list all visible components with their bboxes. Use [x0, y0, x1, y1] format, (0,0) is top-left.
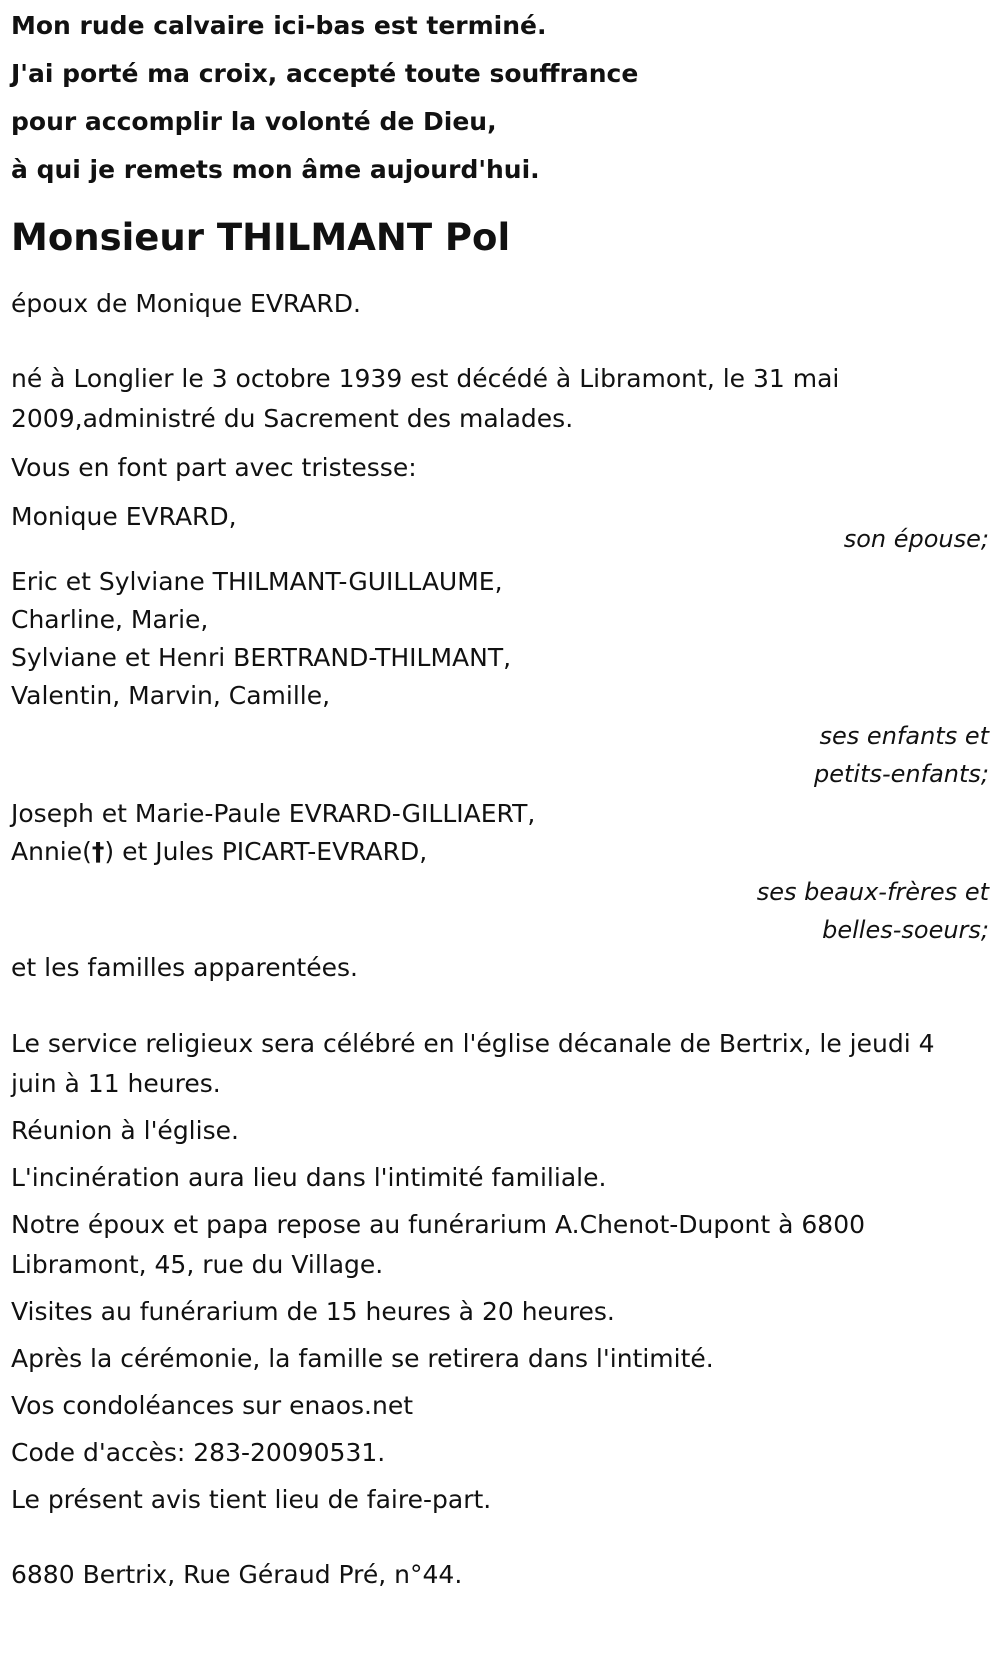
- spouse-line: époux de Monique EVRARD.: [11, 289, 361, 318]
- family-member-name: Charline, Marie,: [11, 605, 209, 634]
- paragraph-line: Notre époux et papa repose au funérarium A.Chenot-Dupont à 6800: [11, 1210, 866, 1239]
- condolences-line: Vos condoléances sur enaos.net: [11, 1391, 414, 1420]
- paragraph-line: Le service religieux sera célébré en l'église décanale de Bertrix, le jeudi 4: [11, 1029, 935, 1058]
- detail-line: L'incinération aura lieu dans l'intimité familiale.: [11, 1163, 607, 1192]
- funerarium-paragraph: [11, 1205, 989, 1285]
- poem-line: pour accomplir la volonté de Dieu,: [11, 107, 497, 136]
- paragraph-line: juin à 11 heures.: [11, 1069, 221, 1098]
- family-member-name: Valentin, Marvin, Camille,: [11, 681, 331, 710]
- family-children-block: [11, 562, 989, 794]
- annie-name-end: ) et Jules PICART-EVRARD,: [104, 837, 428, 866]
- detail-line: Réunion à l'église.: [11, 1116, 239, 1145]
- poem-line: J'ai porté ma croix, accepté toute souffrance: [11, 59, 639, 88]
- birth-death-paragraph: [11, 359, 989, 439]
- relation-label: belles-soeurs;: [822, 916, 989, 944]
- family-member-name: Joseph et Marie-Paule EVRARD-GILLIAERT,: [11, 799, 536, 828]
- relation-label: ses beaux-frères et: [756, 878, 989, 906]
- announce-intro: Vous en font part avec tristesse:: [11, 453, 417, 482]
- relation-label: ses enfants et: [819, 722, 989, 750]
- paragraph-line: Libramont, 45, rue du Village.: [11, 1250, 384, 1279]
- poem-line: à qui je remets mon âme aujourd'hui.: [11, 155, 540, 184]
- relation-label: son épouse;: [843, 525, 989, 553]
- memorial-poem: [11, 2, 989, 194]
- family-member-name: Eric et Sylviane THILMANT-GUILLAUME,: [11, 567, 503, 596]
- relation-label: petits-enfants;: [814, 760, 989, 788]
- detail-line: Visites au funérarium de 15 heures à 20 heures.: [11, 1297, 615, 1326]
- family-member-name: Sylviane et Henri BERTRAND-THILMANT,: [11, 643, 512, 672]
- detail-line: Après la cérémonie, la famille se retirera dans l'intimité.: [11, 1344, 714, 1373]
- family-spouse-block: [11, 497, 989, 559]
- annie-name-start: Annie(: [11, 837, 92, 866]
- paragraph-line: né à Longlier le 3 octobre 1939 est décédé à Libramont, le 31 mai: [11, 364, 840, 393]
- obituary-notice: [11, 0, 989, 1595]
- access-code-line: Code d'accès: 283-20090531.: [11, 1438, 386, 1467]
- family-member-name: Monique EVRARD,: [11, 502, 237, 531]
- family-address: 6880 Bertrix, Rue Géraud Pré, n°44.: [11, 1560, 463, 1589]
- family-others: et les familles apparentées.: [11, 953, 358, 982]
- deceased-name: Monsieur THILMANT Pol: [11, 216, 511, 259]
- poem-line: Mon rude calvaire ici-bas est terminé.: [11, 11, 547, 40]
- detail-line: Le présent avis tient lieu de faire-part.: [11, 1485, 492, 1514]
- family-inlaws-block: [11, 794, 989, 950]
- paragraph-line: 2009,administré du Sacrement des malades.: [11, 404, 574, 433]
- cross-icon: †: [91, 837, 105, 866]
- service-paragraph: [11, 1024, 989, 1104]
- family-member-name: [11, 832, 989, 872]
